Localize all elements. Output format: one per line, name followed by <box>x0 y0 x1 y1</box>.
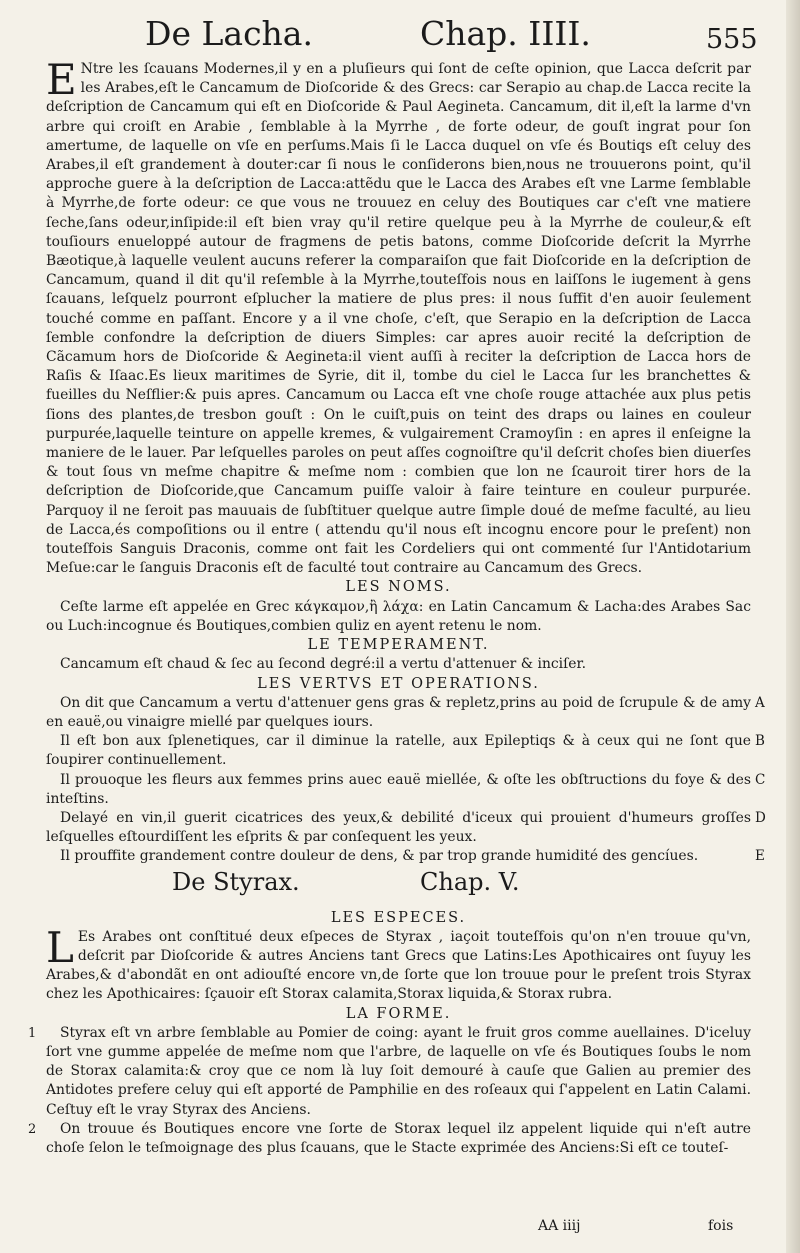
margin-number: 2 <box>28 1121 37 1137</box>
forme-item <box>28 1024 751 1120</box>
temperament-paragraph: Cancamum eſt chaud & ſec au ſecond degré:il a vertu d'attenuer & inciſer. <box>60 656 586 673</box>
vertus-item <box>46 771 766 809</box>
catchword: fois <box>708 1218 734 1234</box>
vertus-item <box>46 732 765 770</box>
margin-letter: B <box>755 733 765 750</box>
chapter-number: Chap. IIII. <box>420 14 591 53</box>
page-number: 555 <box>706 24 758 55</box>
signature-mark: AA iiij <box>538 1218 581 1234</box>
forme-item-text: Styrax eſt vn arbre ſemblable au Pomier de coing: ayant le fruit gros comme auellaines. D'iceluy ſort vne gumme appelée de meſme nom que l'arbre, de laquelle on vſe és Boutiques ſoubs le nom de Storax calamita:& croy que ce nom là luy ſoit demouré à cauſe que Galien au premier des Antidotes prefere celuy qui eſt apporté de Pamphilie en des roſeaux qui ſ'appelent en Latin Calami. Ceſtuy eſt le vray Styrax des Anciens. <box>46 1024 751 1118</box>
section-heading-vertus: LES VERTVS ET OPERATIONS. <box>257 675 540 692</box>
vertus-item-text: Il eſt bon aux ſplenetiques, car il diminue la ratelle, aux Epileptiqs & à ceux qui ne ſont que ſoupirer continuellement. <box>46 733 751 769</box>
vertus-item-text: On dit que Cancamum a vertu d'attenuer gens gras & repletz,prins au poid de ſcrupule & de amy en eauë,ou vinaigre miellé par quelques iours. <box>46 694 751 730</box>
drop-cap: E <box>46 55 77 104</box>
margin-letter: C <box>755 771 766 788</box>
vertus-item <box>46 847 765 866</box>
margin-letter: E <box>755 848 765 865</box>
drop-cap: L <box>46 922 74 972</box>
intro-paragraph <box>46 55 751 578</box>
margin-number: 1 <box>28 1025 37 1041</box>
especes-paragraph <box>46 922 751 1005</box>
vertus-item <box>46 694 765 732</box>
text-block <box>28 55 766 1158</box>
intro-text: Ntre les ſcauans Modernes,il y en a pluſieurs qui ſont de ceſte opinion, que Lacca deſcrit par les Arabes,eſt le Cancamum de Dioſcoride & des Grecs: car Serapio au chap.de Lacca recite la deſcription de Cancamum qui eſt en Dioſcoride & Paul Aegineta. Cancamum, dit il,eſt la larme d'vn arbre qui croiſt en Arabie , ſemblable à la Myrrhe , de forte odeur, de gouſt ingrat pour ſon amertume, de laquelle on vſe en perſums.Mais ſi le Lacca duquel on vſe és Boutiqs eſt celuy des Arabes,il eſt grandement à douter:car ſi nous le conſiderons bien,nous ne trouuerons point, qu'il approche guere à la deſcription de Lacca:attẽdu que le Lacca des Arabes eſt vne Larme ſemblable à Myrrhe,de forte odeur: ce que vous ne trouuez en celuy des Boutiques car c'eſt vne matiere ſeche,ſans odeur,inſipide:il eſt bien vray qu'il retire quelque peu à la Myrrhe de couleur,& eſt touſiours enueloppé autour de fragmens de petis batons, comme Dioſcoride deſcrit la Myrrhe Bæotique,à laquelle veulent aucuns referer la comparaiſon que fait Dioſcoride en la deſcription de Cancamum, quand il dit qu'il reſemble à la Myrrhe,touteſfois nous en laiſſons le iugement à gens ſcauans, leſquelz pourront eſplucher la matiere de plus pres: il nous ſuffit d'en auoir ſeulement touché comme en paſſant. Encore y a il vne choſe, c'eſt, que Serapio en la deſcription de Lacca ſemble confondre la deſcription de diuers Simples: car apres auoir recité la deſcription de Cãcamum hors de Dioſcoride & Aegineta:il vient auſſi à reciter la deſcription de Lacca hors de Raſis & Iſaac.Es lieux maritimes de Syrie, dit il, tombe du ciel le Lacca ſur les branchettes & fueilles du Neſflier:& puis apres. Cancamum ou Lacca eſt vne choſe rouge attachée aux plus petis ſions des plantes,de tresbon gouſt : On le cuiſt,puis on teint des draps ou laines en couleur purpurée,laquelle teinture on appelle kremes, & vulgairement Cramoyſin : en apres il enſeigne la maniere de le lauer. Par leſquelles paroles on peut aſſes cognoiſtre qu'il deſcrit choſes bien diuerſes & tout ſous vn meſme chapitre & meſme nom : combien que lon ne ſcauroit tirer hors de la deſcription de Dioſcoride,que Cancamum puiſſe valoir à faire teinture en couleur purpurée. Parquoy il ne ſeroit pas mauuais de ſubſtituer quelque autre ſimple doué de meſme faculté, au lieu de Lacca,és compoſitions ou il entre ( attendu qu'il nous eſt incognu encore pour le preſent) non touteſfois Sanguis Draconis, comme ont fait les Cordeliers qui ont commenté ſur l'Antidotarium Meſue:car le ſanguis Draconis eſt de faculté tout contraire au Cancamum des Grecs. <box>46 61 751 577</box>
vertus-item-text: Il prouoque les fleurs aux femmes prins auec eauë miellée, & oſte les obſtructions du foye & des inteſtins. <box>46 771 751 807</box>
chapter-number: Chap. V. <box>420 867 520 896</box>
page-footer <box>0 1218 800 1248</box>
especes-text: Es Arabes ont conſtitué deux eſpeces de Styrax , iaçoit touteſfois qu'on n'en trouue qu'vn, deſcrit par Dioſcoride & autres Anciens tant Grecs que Latins:Les Apothicaires ont ſuyuy les Arabes,& d'abondãt en ont adiouſté encore vn,de ſorte que lon trouue pour le preſent trois Styrax chez les Apothicaires: ſçauoir eſt Storax calamita,Storax liquida,& Storax rubra. <box>46 928 751 1003</box>
chapter-title: De Styrax. <box>172 867 300 896</box>
margin-letter: D <box>755 809 766 826</box>
section-heading-forme: LA FORME. <box>345 1005 452 1022</box>
vertus-item <box>46 809 766 847</box>
forme-item <box>28 1120 751 1158</box>
forme-item-text: On trouue és Boutiques encore vne ſorte de Storax lequel ilz appelent liquide qui n'eſt autre choſe ſelon le teſmoignage des plus ſcauans, que le Stacte exprimée des Anciens:Si eſt ce touteſ- <box>46 1120 751 1156</box>
page-edge <box>786 0 800 1253</box>
vertus-item-text: Il prouffite grandement contre douleur de dens, & par trop grande humidité des gencíues. <box>60 848 699 865</box>
running-title: De Lacha. <box>145 14 313 53</box>
chapter-heading <box>46 867 751 909</box>
margin-letter: A <box>755 694 765 711</box>
section-heading-temperament: LE TEMPERAMENT. <box>307 637 490 654</box>
section-heading-especes: LES ESPECES. <box>330 909 467 926</box>
section-heading-noms: LES NOMS. <box>345 579 452 596</box>
running-header <box>0 14 800 56</box>
vertus-item-text: Delayé en vin,il guerit cicatrices des yeux,& debilité d'iceux qui prouient d'humeurs groſſes leſquelles eſtourdiſſent les eſprits & par conſequent les yeux. <box>46 809 751 846</box>
noms-paragraph: Ceſte larme eſt appelée en Grec κάγκαμον,ἢ λάχα: en Latin Cancamum & Lacha:des Arabes Sac ou Luch:incognue és Boutiques,combien quliz en ayent retenu le nom. <box>46 598 751 634</box>
